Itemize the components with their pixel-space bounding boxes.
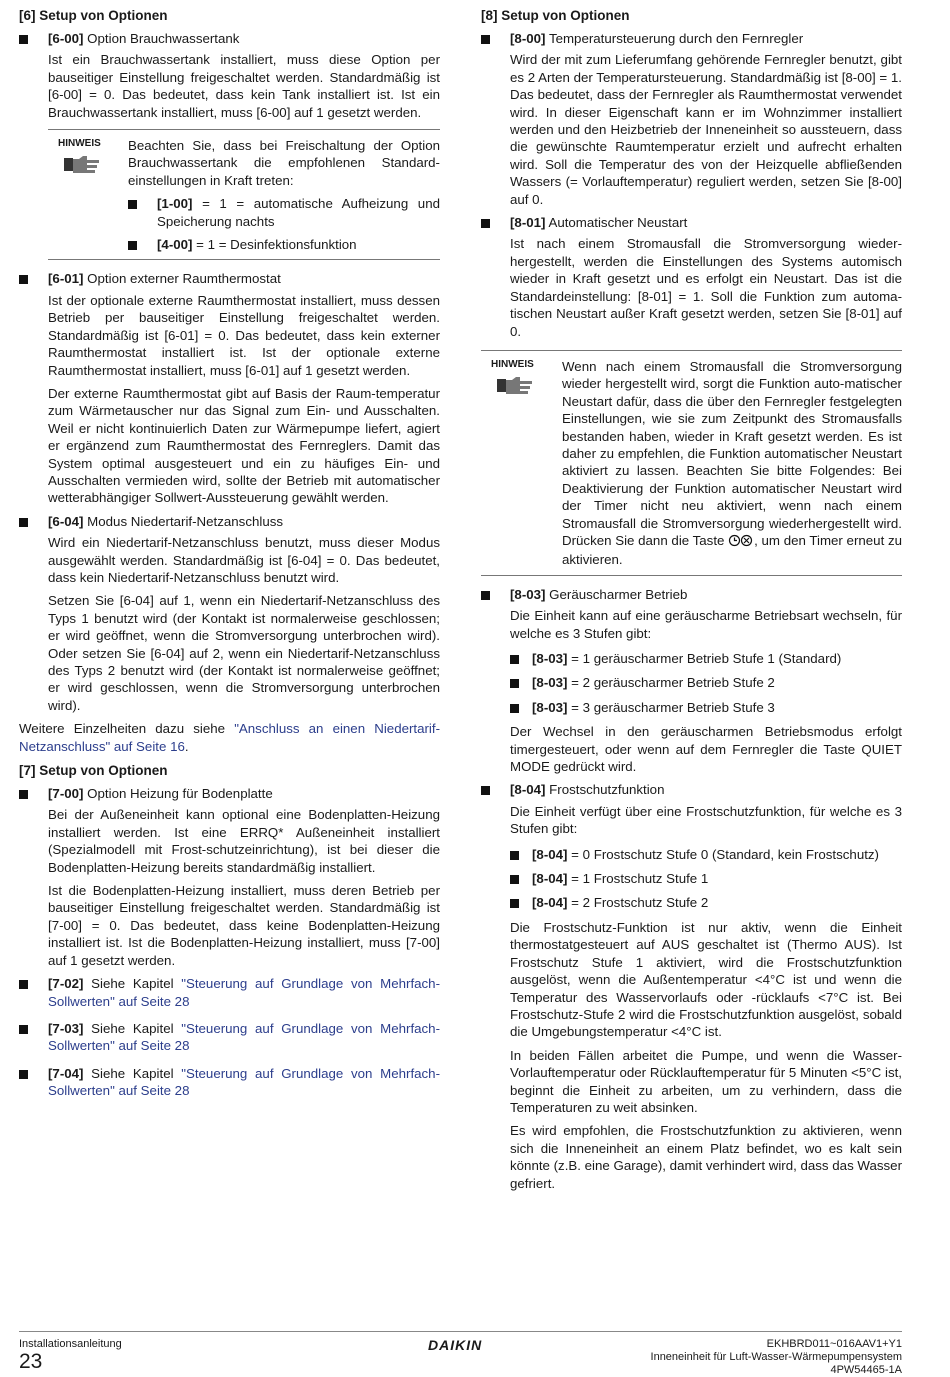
bullet-icon — [19, 35, 28, 44]
bullet-icon — [481, 786, 490, 795]
option-6-00 — [19, 30, 440, 121]
footer-product-info — [651, 1338, 902, 1377]
paragraph: Es wird empfohlen, die Frostschutzfunktion zu aktivieren, wenn sich die Inneneinheit an einem Platz befindet, wo es kalt sein könnte (z.B. eine Garage), damit verhindert wird, dass das Wasser gefriert. — [510, 1123, 902, 1191]
paragraph: Der Wechsel in den geräuscharmen Betriebsmodus erfolgt timergesteuert, oder wenn auf dem Fernregler die Taste QUIET MODE gedrückt wird. — [510, 724, 902, 775]
option-code: [6-00] — [48, 31, 84, 46]
paragraph: Wird der mit zum Lieferumfang gehörende Fernregler benutzt, gibt es 2 Arten der Temperatursteuerung. Standardmäßig ist [8-00] = 1. Das bedeutet, dass der Fernregler als Raumthermostat verwendet wird. In dieser Eigenschaft kann er im Wohnzimmer installiert werden und den Heizbetrieb der Inneneinheit so aussteuern, dass die gewünschte Raumtemperatur erzielt und aufrecht erhalten wird. Soll die Temperatur des von der Heizquelle abfließenden Wassers (= Vorlauftemperatur) reguliert werden, setzen Sie [8-00] auf 0. — [510, 52, 902, 207]
cross-reference-link[interactable]: "Steuerung auf Grundlage von Mehrfach-Sollwerten" auf Seite 28 — [48, 1020, 441, 1054]
bullet-icon — [510, 899, 519, 908]
option-7-03: [7-03] Siehe Kapitel "Steuerung auf Grundlage von Mehrfach-Sollwerten" auf Seite 28 — [19, 1020, 440, 1055]
paragraph: In beiden Fällen arbeitet die Pumpe, und wenn die Wasser-Vorlauftemperatur oder Rücklauftemperatur für 5 Minuten <5°C ist, beginnt die Einheit zu arbeiten, um zu verhindern, dass die Temperaturen zu weit absinken. — [510, 1047, 902, 1115]
footer-divider — [19, 1331, 902, 1332]
level-bullet: [8-04] = 2 Frostschutz Stufe 2 — [510, 894, 902, 911]
option-7-04: [7-04] Siehe Kapitel "Steuerung auf Grundlage von Mehrfach-Sollwerten" auf Seite 28 — [19, 1065, 440, 1100]
paragraph: Setzen Sie [6-04] auf 1, wenn ein Niedertarif-Netzanschluss des Typs 1 benutzt wird (der Kontakt ist normalerweise geschlossen; er wird geöffnet, wenn die Stromversorgung unterbrochen wird). Oder setzen Sie [6-04] auf 2, wenn ein Niedertarif-Netzanschluss des Typs 2 benutzt wird (der Kontakt ist normalerweise geöffnet; er wird geschlossen, wenn die Stromversorgung unterbrochen wird). — [48, 593, 440, 713]
bullet-icon — [510, 851, 519, 860]
note-text: Beachten Sie, dass bei Freischaltung der Option Brauchwassertank die empfohlenen Standard-einstellungen in Kraft treten: — [128, 138, 440, 188]
bullet-icon — [19, 518, 28, 527]
paragraph: Die Einheit verfügt über eine Frostschutzfunktion, für welche es 3 Stufen gibt: — [510, 803, 902, 837]
option-6-04: [6-04] Modus Niedertarif-Netzanschluss Wird ein Niedertarif-Netzanschluss benutzt, muss dieser Modus ausgewählt werden. Standardmäßig ist [6-04] = 0. Das bedeutet, dass kein Niedertarif-Netzanschluss benutzt wird. Setzen Sie [6-04] auf 1, wenn ein Niedertarif-Netzanschluss des Typs 1 benutzt wird (der Kontakt ist normalerweise geschlossen; er wird geöffnet, wenn die Stromversorgung unterbrochen wird). Oder setzen Sie [6-04] auf 2, wenn ein Niedertarif-Netzanschluss des Typs 2 benutzt wird (der Kontakt ist normalerweise geöffnet; er wird geschlossen, wenn die Stromversorgung unterbrochen wird). — [19, 513, 440, 714]
left-column — [19, 7, 440, 1106]
bullet-icon — [510, 704, 519, 713]
footer-doc-type: Installationsanleitung — [19, 1338, 122, 1350]
note-label: HINWEIS — [58, 138, 101, 150]
paragraph: Ist ein Brauchwassertank installiert, muss diese Option per bauseitiger Einstellung freigeschaltet werden. Standardmäßig ist [6-00] = 0. Das bedeutet, dass kein Tank installiert ist. Ist ein Brauchwassertank installiert, muss [6-00] auf 1 gesetzt werden. — [48, 52, 440, 120]
cross-reference: Weitere Einzelheiten dazu siehe "Anschluss an einen Niedertarif-Netzanschluss" auf Seite 16. — [19, 721, 441, 754]
section-heading-7: [7] Setup von Optionen — [19, 763, 168, 779]
level-bullet: [8-04] = 0 Frostschutz Stufe 0 (Standard, kein Frostschutz) — [510, 846, 902, 863]
bullet-icon — [510, 679, 519, 688]
paragraph: Die Einheit kann auf eine geräuscharme Betriebsart wechseln, für welche es 3 Stufen gibt: — [510, 608, 902, 641]
cross-reference-link[interactable]: "Steuerung auf Grundlage von Mehrfach-Sollwerten" auf Seite 28 — [48, 976, 441, 1009]
level-bullet: [8-03] = 1 geräuscharmer Betrieb Stufe 1 (Standard) — [510, 650, 902, 667]
bullet-icon — [19, 1070, 28, 1079]
right-column — [481, 7, 902, 1198]
option-title: Option Brauchwassertank — [83, 31, 240, 46]
bullet-icon — [19, 1025, 28, 1034]
bullet-icon — [19, 980, 28, 989]
bullet-icon — [510, 875, 519, 884]
bullet-icon — [128, 200, 137, 209]
paragraph: Der externe Raumthermostat gibt auf Basis der Raum-temperatur zum Wärmetauscher nur das Signal zum Ein- und Ausschalten. Weil er nicht kontinuierlich Daten zur Wärmepumpe liefert, agiert er ergänzend zum Raumthermostat des Fernreglers. Damit das System optimal ausgesteuert und ein zu häufiges Ein- und Ausschalten vermieden wird, sollte der Betrieb mit automatischer wetterabhängiger Sollwert-Aussteuerung gewählt werden. — [48, 385, 440, 506]
option-8-01: [8-01] Automatischer Neustart Ist nach einem Stromausfall die Stromversorgung wieder-hergestellt, werden die Einstellungen des Systems automisch wieder in Kraft gesetzt und es erfolgt ein Neustart. Das ist die Standardeinstellung: [8-01] = 1. Soll die Funktion zum automa-tischen Neustart außer Kraft gesetzt werden, setzen Sie [8-01] auf 0. — [481, 214, 902, 340]
option-7-02: [7-02] Siehe Kapitel "Steuerung auf Grundlage von Mehrfach-Sollwerten" auf Seite 28 — [19, 975, 440, 1010]
note-bullet: [4-00] = 1 = Desinfektionsfunktion — [128, 236, 440, 253]
note-box — [48, 129, 440, 260]
cross-reference-link[interactable]: "Anschluss an einen Niedertarif-Netzanschluss" auf Seite 16 — [19, 721, 441, 754]
paragraph: Wird ein Niedertarif-Netzanschluss benutzt, muss dieser Modus ausgewählt werden. Standardmäßig ist [6-04] = 0. Das bedeutet, dass kein Niedertarif-Netzanschluss benutzt wird. — [48, 535, 440, 585]
section-heading-6: [6] Setup von Optionen — [19, 8, 168, 23]
bullet-icon — [481, 35, 490, 44]
pointing-hand-icon — [495, 375, 561, 399]
bullet-icon — [481, 219, 490, 228]
bullet-icon — [128, 241, 137, 250]
bullet-icon — [510, 655, 519, 664]
option-8-04: [8-04] Frostschutzfunktion Die Einheit verfügt über eine Frostschutzfunktion, für welche es 3 Stufen gibt: [8-04] = 0 Frostschutz Stufe 0 (Standard, kein Frostschutz) [8-04] = 1 Frostschutz Stufe 1 [8-04] = 2 Frostschutz Stufe 2 Die Frostschutz-Funktion ist nur aktiv, wenn die Einheit thermostatgesteuert auf AUS geschaltet ist (Thermo AUS). Ist Frostschutz Stufe 1 aktiviert, wird die Frostschutzfunktion ausgelöst, wenn die Außentemperatur <4°C ist und wenn die Temperatur des Wasservorlaufs oder -rücklaufs <7°C ist. Bei Frostschutz-Stufe 2 wird die Frostschutzfunktion ausgelöst, sobald die Umgebungstemperatur <4°C ist. In beiden Fällen arbeitet die Pumpe, und wenn die Wasser-Vorlauftemperatur oder Rücklauftemperatur für 5 Minuten <5°C ist, beginnt die Einheit zu arbeiten, um zu verhindern, dass die Temperaturen zu weit absinken. Es wird empfohlen, die Frostschutzfunktion zu aktivieren, wenn sich die Inneneinheit an einem Platz befindet, wo es kalt sein könnte (z.B. eine Garage), damit verhindert wird, dass das Wasser gefriert. — [481, 781, 902, 1192]
option-6-01: [6-01] Option externer Raumthermostat Ist der optionale externe Raumthermostat installiert, muss dessen Betrieb per bauseitiger Einstellung freigeschaltet werden. Standardmäßig ist [6-01] = 0. Das bedeutet, dass kein externer Raumthermostat installiert ist. Ist der optionale externe Raumthermostat installiert, muss [6-01] auf 1 gesetzt werden. Der externe Raumthermostat gibt auf Basis der Raum-temperatur zum Wärmetauscher nur das Signal zum Ein- und Ausschalten. Weil er nicht kontinuierlich Daten zur Wärmepumpe liefert, agiert er ergänzend zum Raumthermostat des Fernreglers. Damit das System optimal ausgesteuert und ein zu häufiges Ein- und Ausschalten vermieden wird, sollte der Betrieb mit automatischer wetterabhängiger Sollwert-Aussteuerung gewählt werden. — [19, 270, 440, 506]
option-8-00: [8-00] Temperatursteuerung durch den Fernregler Wird der mit zum Lieferumfang gehörende Fernregler benutzt, gibt es 2 Arten der Temperatursteuerung. Standardmäßig ist [8-00] = 1. Das bedeutet, dass der Fernregler als Raumthermostat verwendet wird. In dieser Eigenschaft kann er im Wohnzimmer installiert werden und den Heizbetrieb der Inneneinheit so aussteuern, dass die gewünschte Raumtemperatur erzielt und aufrecht erhalten wird. Soll die Temperatur des von der Heizquelle abfließenden Wassers (= Vorlauftemperatur) reguliert werden, setzen Sie [8-00] auf 0. — [481, 30, 902, 208]
bullet-icon — [19, 790, 28, 799]
option-8-03: [8-03] Geräuscharmer Betrieb Die Einheit kann auf eine geräuscharme Betriebsart wechseln, für welche es 3 Stufen gibt: [8-03] = 1 geräuscharmer Betrieb Stufe 1 (Standard) [8-03] = 2 geräuscharmer Betrieb Stufe 2 [8-03] = 3 geräuscharmer Betrieb Stufe 3 Der Wechsel in den geräuscharmen Betriebsmodus erfolgt timergesteuert, oder wenn auf dem Fernregler die Taste QUIET MODE gedrückt wird. — [481, 586, 902, 776]
clock-cancel-icon — [728, 534, 754, 551]
cross-reference-link[interactable]: "Steuerung auf Grundlage von Mehrfach-Sollwerten" auf Seite 28 — [48, 1065, 441, 1099]
footer-doc-number: 4PW54465-1A — [830, 1364, 902, 1376]
level-bullet: [8-03] = 3 geräuscharmer Betrieb Stufe 3 — [510, 699, 902, 716]
note-text: Wenn nach einem Stromausfall die Stromversorgung wieder hergestellt wird, sorgt die Funktion auto-matischer Neustart dafür, dass die über den Fernregler festgelegten Einstellungen, wie sie zum Zeitpunkt des Stromausfalls bestanden haben, wieder in Kraft gesetzt werden. Es ist daher zu empfehlen, die Funktion automatischer Neustart aktiviert zu lassen. Beachten Sie bitte Folgendes: Bei Deaktivierung der Funktion automatischer Neustart wird der Timer nicht neu aktiviert, wenn nach einem Stromausfall die Stromversorgung wiederhergestellt wird. Drücken Sie dann die Taste — [562, 358, 902, 548]
paragraph: Ist der optionale externe Raumthermostat installiert, muss dessen Betrieb per bauseitiger Einstellung freigeschaltet werden. Standardmäßig ist [6-01] = 0. Das bedeutet, dass kein externer Raumthermostat installiert ist. Ist der optionale externe Raumthermostat installiert, muss [6-01] auf 1 gesetzt werden. — [48, 292, 440, 378]
paragraph: Ist die Bodenplatten-Heizung installiert, muss deren Betrieb per bauseitiger Einstellung freigeschaltet werden. Standardmäßig ist [7-00] = 0. Das bedeutet, dass keine Bodenplatten-Heizung installiert ist. Ist die Bodenplatten-Heizung installiert, muss [7-00] auf 1 gesetzt werden. — [48, 883, 440, 968]
section-heading-8: [8] Setup von Optionen — [481, 8, 630, 23]
pointing-hand-icon — [62, 154, 128, 178]
note-bullet: [1-00] = 1 = automatische Aufheizung und Speicherung nachts — [128, 195, 440, 230]
paragraph: Ist nach einem Stromausfall die Stromversorgung wieder-hergestellt, werden die Einstellungen des Systems automisch wieder in Kraft gesetzt und es erfolgt ein Neustart. Das ist die Standardeinstellung: [8-01] = 1. Soll die Funktion zum automa-tischen Neustart außer Kraft gesetzt werden, setzen Sie [8-01] auf 0. — [510, 236, 902, 339]
note-box: HINWEIS Wenn nach einem Stromausfall die Stromversorgung wieder hergestellt wird, sorgt die Funktion auto-matischer Neustart dafür, dass die über den Fernregler festgelegten Einstellungen, wie sie zum Zeitpunkt des Stromausfalls bestanden haben, wieder in Kraft gesetzt werden. Es ist daher zu empfehlen, die Funktion automatischer Neustart aktiviert zu lassen. Beachten Sie bitte Folgendes: Bei Deaktivierung der Funktion automatischer Neustart wird der Timer nicht neu aktiviert, wenn nach einem Stromausfall die Stromversorgung wiederhergestellt wird. Drücken Sie dann die Taste , um den Timer erneut zu aktivieren. — [481, 350, 902, 576]
note-label: HINWEIS — [491, 358, 534, 370]
level-bullet: [8-03] = 2 geräuscharmer Betrieb Stufe 2 — [510, 674, 902, 691]
bullet-icon — [481, 591, 490, 600]
option-7-00: [7-00] Option Heizung für Bodenplatte Bei der Außeneinheit kann optional eine Bodenplatten-Heizung installiert werden. Ist eine ERRQ* Außeneinheit installiert (Spezialmodell mit Frost-schutzeinrichtung), ist bei dieser die Bodenplatten-Heizung bereits standardmäßig installiert. Ist die Bodenplatten-Heizung installiert, muss deren Betrieb per bauseitiger Einstellung freigeschaltet werden. Standardmäßig ist [7-00] = 0. Das bedeutet, dass keine Bodenplatten-Heizung installiert ist. Ist die Bodenplatten-Heizung installiert, muss [7-00] auf 1 gesetzt werden. — [19, 785, 440, 969]
level-bullet: [8-04] = 1 Frostschutz Stufe 1 — [510, 870, 902, 887]
bullet-icon — [19, 275, 28, 284]
paragraph: Die Frostschutz-Funktion ist nur aktiv, wenn die Einheit thermostatgesteuert auf AUS geschaltet ist (Thermo AUS). Ist Frostschutz Stufe 1 aktiviert, wird die Frostschutzfunktion ausgelöst, wenn die Außentemperatur <4°C ist und wenn die Temperatur des Wasservorlaufs oder -rücklaufs <7°C ist. Bei Frostschutz-Stufe 2 wird die Frostschutzfunktion ausgelöst, sobald die Umgebungstemperatur <4°C ist. — [510, 919, 902, 1040]
paragraph: Bei der Außeneinheit kann optional eine Bodenplatten-Heizung installiert werden. Ist eine ERRQ* Außeneinheit installiert (Spezialmodell mit Frost-schutzeinrichtung), ist bei dieser die Bodenplatten-Heizung bereits standardmäßig installiert. — [48, 807, 440, 875]
footer-model: EKHBRD011~016AAV1+Y1 — [766, 1338, 902, 1350]
page-number: 23 — [19, 1350, 43, 1373]
brand-logo: DAIKIN — [428, 1337, 483, 1353]
footer-product: Inneneinheit für Luft-Wasser-Wärmepumpensystem — [650, 1351, 902, 1363]
